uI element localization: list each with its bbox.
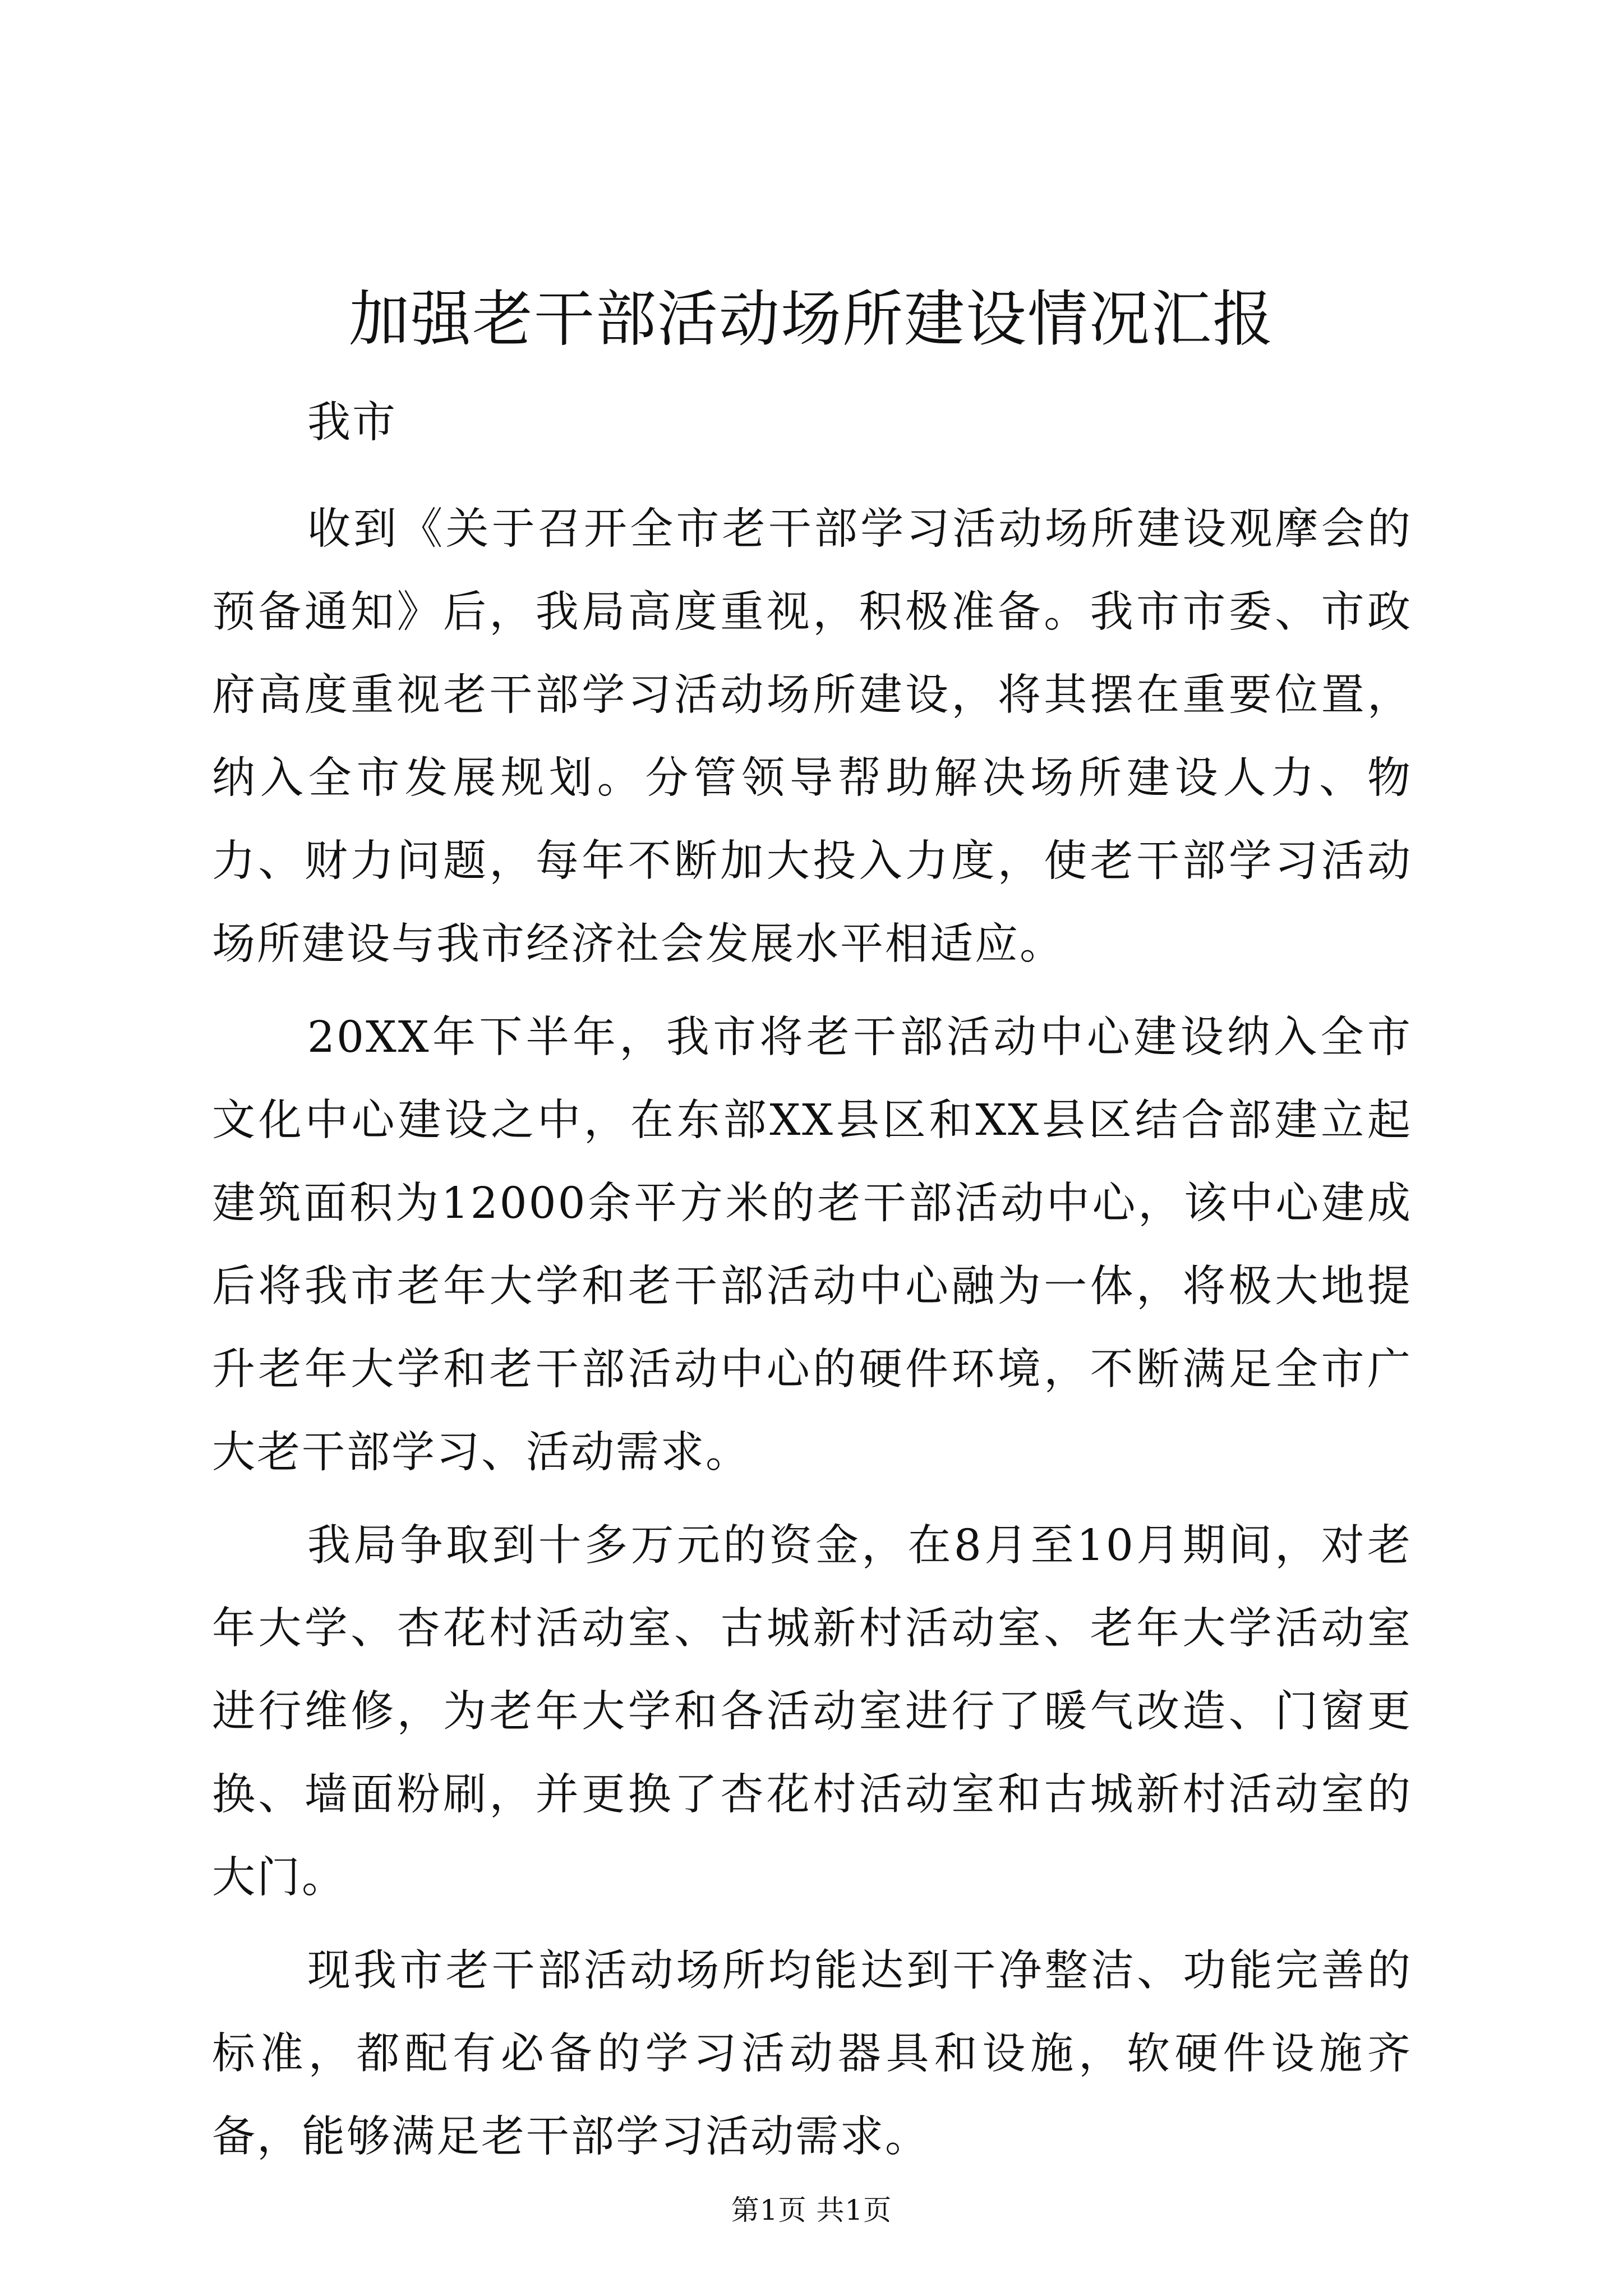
document-title: 加强老干部活动场所建设情况汇报: [348, 284, 1274, 355]
document-body: [212, 381, 1412, 2189]
body-paragraph-3: 我局争取到十多万元的资金，在8月至10月期间，对老年大学、杏花村活动室、古城新村活动室、老年大学活动室进行维修，为老年大学和各活动室进行了暖气改造、门窗更换、墙面粉刷，并更换了杏花村活动室和古城新村活动室的大门。: [212, 1521, 1412, 1903]
body-paragraph-2: 20XX年下半年，我市将老干部活动中心建设纳入全市文化中心建设之中，在东部XX县区和XX县区结合部建立起建筑面积为12000余平方米的老干部活动中心，该中心建成后将我市老年大学和老干部活动中心融为一体，将极大地提升老年大学和老干部活动中心的硬件环境，不断满足全市广大老干部学习、活动需求。: [212, 1013, 1412, 1478]
page-number-footer: 第1页 共1页: [731, 2194, 892, 2226]
body-paragraph-4: 现我市老干部活动场所均能达到干净整洁、功能完善的标准，都配有必备的学习活动器具和设施，软硬件设施齐备，能够满足老干部学习活动需求。: [212, 1946, 1412, 2162]
body-paragraph-1: 收到《关于召开全市老干部学习活动场所建设观摩会的预备通知》后，我局高度重视，积极准备。我市市委、市政府高度重视老干部学习活动场所建设，将其摆在重要位置，纳入全市发展规划。分管领导帮助解决场所建设人力、物力、财力问题，每年不断加大投入力度，使老干部学习活动场所建设与我市经济社会发展水平相适应。: [212, 504, 1412, 969]
salutation-paragraph: 我市: [307, 398, 397, 448]
